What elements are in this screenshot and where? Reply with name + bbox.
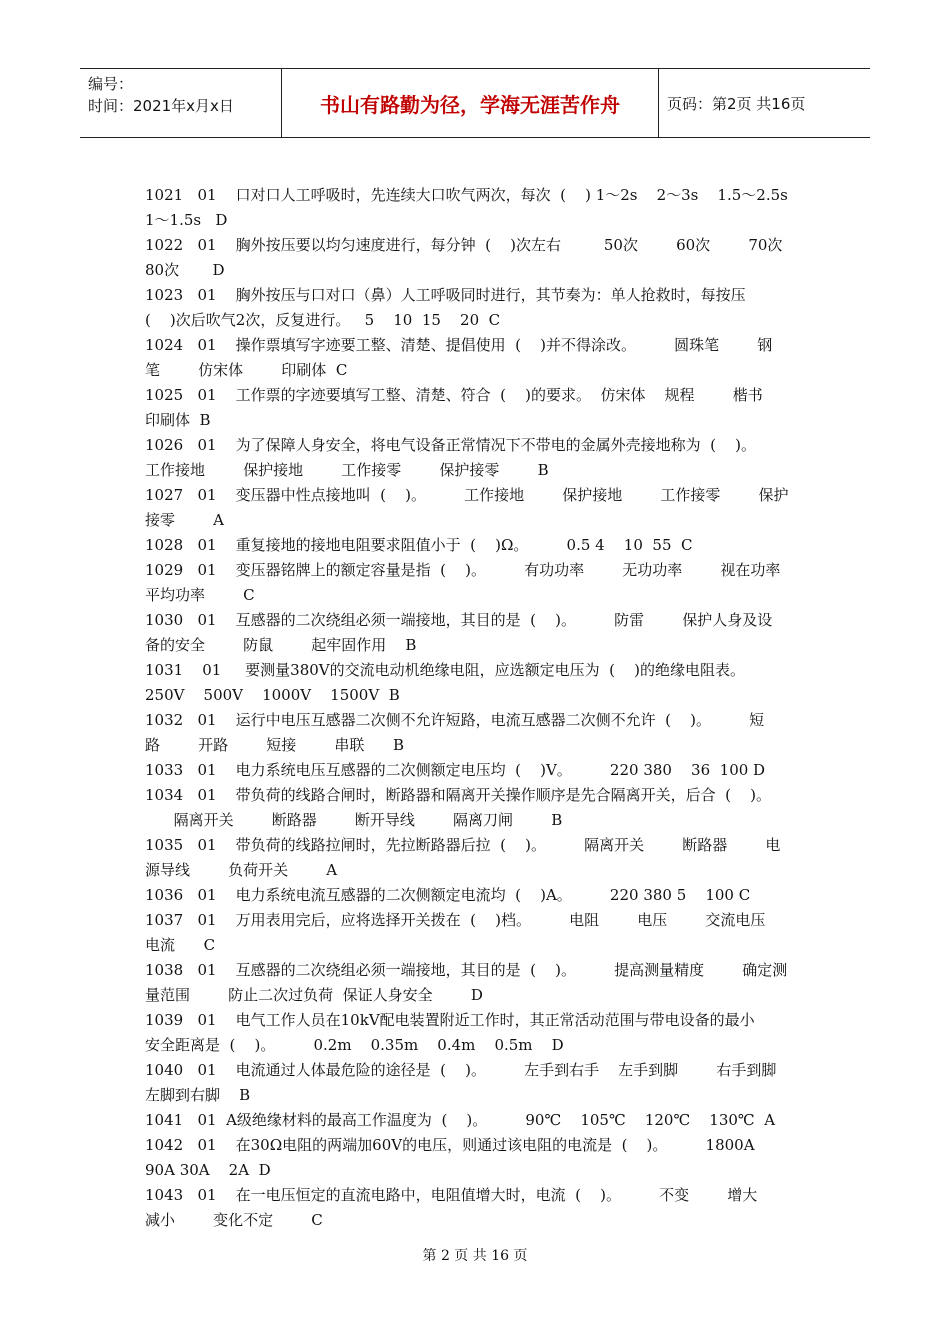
text-line: 1041 01 A级绝缘材料的最高工作温度为 ( )。 90℃ 105℃ 120℃ 130℃ A	[145, 1111, 776, 1129]
text-line: 1027 01 变压器中性点接地叫 ( )。 工作接地 保护接地 工作接零 保护	[145, 486, 789, 504]
time-label: 时间：2021年x月x日	[88, 97, 234, 115]
text-line: 1023 01 胸外按压与口对口（鼻）人工呼吸同时进行，其节奏为：单人抢救时，每按压	[145, 286, 746, 304]
page-footer: 第 2 页 共 16 页	[422, 1248, 528, 1264]
text-line: 1036 01 电力系统电流互感器的二次侧额定电流均 ( )A。 220 380 5 100 C	[145, 886, 751, 904]
text-line: 90A 30A 2A D	[145, 1161, 271, 1179]
header-page-info: 页码：第2页 共16页	[667, 94, 806, 113]
header-meta	[80, 69, 282, 137]
text-line: 1021 01 口对口人工呼吸时，先连续大口吹气两次，每次 ( ) 1～2s 2～3s 1.5～2.5s	[145, 186, 788, 204]
text-line: 左脚到右脚 B	[145, 1086, 251, 1104]
text-line: 1029 01 变压器铭牌上的额定容量是指 ( )。 有功功率 无功功率 视在功率	[145, 561, 781, 579]
text-line: 1034 01 带负荷的线路合闸时，断路器和隔离开关操作顺序是先合隔离开关，后合 ( )。	[145, 786, 771, 804]
text-line: 1026 01 为了保障人身安全，将电气设备正常情况下不带电的金属外壳接地称为 ( )。	[145, 436, 756, 454]
text-line: 源导线 负荷开关 A	[145, 861, 338, 879]
text-line: 备的安全 防鼠 起牢固作用 B	[145, 636, 417, 654]
page-header	[80, 68, 870, 138]
text-line: 工作接地 保护接地 工作接零 保护接零 B	[145, 461, 549, 479]
text-line: 1042 01 在30Ω电阻的两端加60V的电压，则通过该电阻的电流是 ( )。 1800A	[145, 1136, 755, 1154]
text-line: 1031 01 要测量380V的交流电动机绝缘电阻，应选额定电压为 ( )的绝缘电阻表。	[145, 661, 745, 679]
text-line: 1040 01 电流通过人体最危险的途径是 ( )。 左手到右手 左手到脚 右手到脚	[145, 1061, 777, 1079]
text-line: 1039 01 电气工作人员在10kV配电装置附近工作时，其正常活动范围与带电设备的最小	[145, 1011, 755, 1029]
text-line: 1037 01 万用表用完后，应将选择开关拨在 ( )档。 电阻 电压 交流电压	[145, 911, 766, 929]
text-line: 1024 01 操作票填写字迹要工整、清楚、提倡使用 ( )并不得涂改。 圆珠笔 钢	[145, 336, 773, 354]
text-line: 平均功率 C	[145, 586, 255, 604]
text-line: 1038 01 互感器的二次绕组必须一端接地，其目的是 ( )。 提高测量精度 确定测	[145, 961, 788, 979]
text-line: 1028 01 重复接地的接地电阻要求阻值小于 ( )Ω。 0.5 4 10 55 C	[145, 536, 693, 554]
text-line: 接零 A	[145, 511, 224, 529]
text-line: 1035 01 带负荷的线路拉闸时，先拉断路器后拉 ( )。 隔离开关 断路器 电	[145, 836, 781, 854]
text-line: 印刷体 B	[145, 411, 211, 429]
text-line: 电流 C	[145, 936, 216, 954]
text-line: 隔离开关 断路器 断开导线 隔离刀闸 B	[145, 811, 563, 829]
text-line: 1～1.5s D	[145, 211, 228, 229]
text-line: 1043 01 在一电压恒定的直流电路中，电阻值增大时，电流 ( )。 不变 增大	[145, 1186, 758, 1204]
text-line: 笔 仿宋体 印刷体 C	[145, 361, 348, 379]
text-line: 1032 01 运行中电压互感器二次侧不允许短路，电流互感器二次侧不允许 ( )。 短	[145, 711, 765, 729]
question-list	[145, 183, 815, 1233]
text-line: 250V 500V 1000V 1500V B	[145, 686, 400, 704]
header-motto: 书山有路勤为径，学海无涯苦作舟	[282, 69, 659, 137]
text-line: 1022 01 胸外按压要以均匀速度进行，每分钟 ( )次左右 50次 60次 70次	[145, 236, 783, 254]
text-line: 80次 D	[145, 261, 225, 279]
number-label: 编号：	[88, 75, 134, 93]
text-line: 量范围 防止二次过负荷 保证人身安全 D	[145, 986, 483, 1004]
text-line: 路 开路 短接 串联 B	[145, 736, 405, 754]
text-line: 1030 01 互感器的二次绕组必须一端接地，其目的是 ( )。 防雷 保护人身及设	[145, 611, 773, 629]
text-line: 1033 01 电力系统电压互感器的二次侧额定电压均 ( )V。 220 380 36 100 D	[145, 761, 766, 779]
text-line: ( )次后吹气2次，反复进行。 5 10 15 20 C	[145, 311, 501, 329]
text-line: 1025 01 工作票的字迹要填写工整、清楚、符合 ( )的要求。 仿宋体 规程 楷书	[145, 386, 763, 404]
text-line: 减小 变化不定 C	[145, 1211, 323, 1229]
text-line: 安全距离是 ( )。 0.2m 0.35m 0.4m 0.5m D	[145, 1036, 564, 1054]
